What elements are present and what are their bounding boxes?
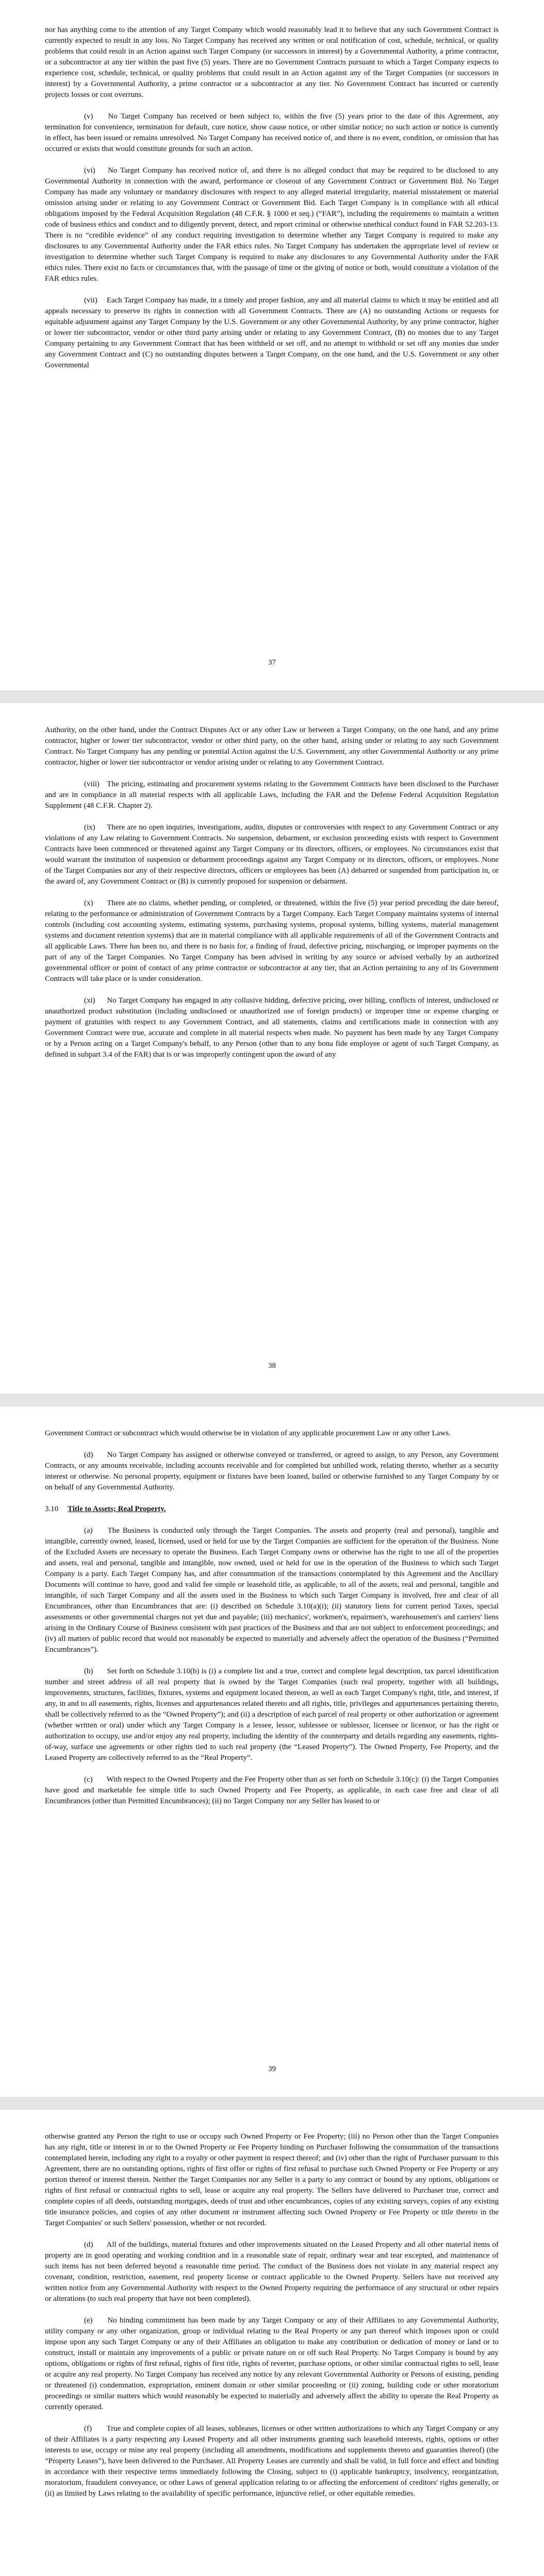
paragraph: (d) All of the buildings, material fixtures and other improvements situated on the Leased Property and all other material items of property are in good operating and working condition and in a reasonable state of repair, ordinary wear and tear excepted, and maintenance of such items has not been deferred beyond a reasonable time period. The conduct of the Business does not violate in any material respect any covenant, condition, restriction, easement, real property license or contract applicable to the Owned Property. Sellers have not received any written notice from any Governmental Authority with respect to the Owned Property requiring the performance of any structural or other repairs or alterations (to such real property that have not been completed). xyxy=(45,2241,499,2303)
section-heading xyxy=(45,1504,499,1515)
paragraph-label: (xi) xyxy=(84,996,95,1005)
paragraph-label: (a) xyxy=(84,1527,93,1535)
paragraph-label: (vi) xyxy=(84,166,95,175)
paragraph: nor has anything come to the attention of any Target Company which would reasonably lead it to believe that any such Government Contract is currently expected to result in any loss. No Target Company has received any written or oral notification of cost, schedule, technical, or quality problems that could result in an Action against such Target Company (or successors in interest) by a Governmental Authority, a prime contractor, or a subcontractor at any tier within the past five (5) years. There are no Government Contracts pursuant to which a Target Company expects to experience cost, schedule, technical, or quality problems that could result in an Action against any of the Target Companies (or successors in interest) by a Governmental Authority, a prime contractor or a subcontractor at any tier. No Government Contract has incurred or currently projects losses or cost overruns. xyxy=(45,26,499,99)
paragraph-label: (d) xyxy=(84,2241,93,2249)
paragraph: (f) True and complete copies of all leases, subleases, licenses or other written authorizations to which any Target Company or any of their Affiliates is a party respecting any Leased Property and all other instruments granting such leasehold interests, rights, options or other interests to use, occupy or mine any real property (including all amendments, modifications and supplements thereto and guaranties thereof) (the “Property Leases”), have been delivered to the Purchaser. All Property Leases are currently and shall be valid, in full force and effect and binding in accordance with their respective terms immediately following the Closing, subject to (i) applicable bankruptcy, insolvency, reorganization, moratorium, fraudulent conveyance, or other Laws of general application relating to or affecting the enforcement of creditors' rights generally, or (ii) as limited by Laws relating to the availability of specific performance, injunctive relief, or other equitable remedies. xyxy=(45,2425,499,2498)
paragraph-label: (f) xyxy=(84,2425,92,2433)
document-page-37 xyxy=(0,0,544,690)
paragraph-label: (v) xyxy=(84,112,93,121)
document-page-40 xyxy=(0,2110,544,2576)
paragraph: (vi) No Target Company has received notice of, and there is no alleged conduct that may be required to be disclosed to any Governmental Authority in connection with the award, performance or closeout of any Government Contract or Government Bid. No Target Company has made any voluntary or mandatory disclosures with respect to any alleged material irregularity, material misstatement or material omission arising under or relating to any Government Contract or Government Bid. Each Target Company is in compliance with all ethical obligations imposed by the Federal Acquisition Regulation (48 C.F.R. § 1000 et seq.) (“FAR”), including the requirements to maintain a written code of business ethics and conduct and to diligently prevent, detect, and report criminal or otherwise unethical conduct found in FAR 52.203-13. There is no “credible evidence” of any conduct requiring investigation to determine whether any Target Company is required to make any disclosures to any Governmental Authority under the FAR ethics rules. No Target Company has undertaken the appropriate level of review or investigation to determine whether such Target Company is required to make any disclosures to any Governmental Authority under the FAR ethics rules. There exist no facts or circumstances that, with the passage of time or the giving of notice or both, would constitute a violation of the FAR ethics rules. xyxy=(45,166,499,283)
paragraph: (x) There are no claims, whether pending, or completed, or threatened, within the five (5) year period preceding the date hereof, relating to the performance or administration of Government Contracts by a Target Company. Each Target Company maintains systems of internal controls (including cost accounting systems, estimating systems, purchasing systems, proposal systems, billing systems, material management systems and document retention systems) that are in material compliance with all applicable requirements of all of the Government Contracts and all applicable Laws. There has been no, and there is no basis for, a finding of fraud, defective pricing, mischarging, or improper payments on the part of any of the Target Companies. No Target Company has been advised in writing by any source or advised verbally by an authorized governmental officer or point of contact of any prime contractor or subcontractor at any tier, that an Action pertaining to any of its Government Contracts will take place or is under consideration. xyxy=(45,899,499,983)
paragraph: otherwise granted any Person the right to use or occupy such Owned Property or Fee Property; (iii) no Person other than the Target Companies has any right, title or interest in or to the Owned Property or Fee Property binding on Purchaser following the consummation of the transactions contemplated herein, including any right to a royalty or other payment in respect thereof; and (iv) other than the right of Purchaser pursuant to this Agreement, there are no outstanding options, rights of first offer or rights of first refusal to purchase such Owned Property or Fee Property or any portion thereof or interest therein. Neither the Target Companies nor any Seller is a party to any contract or bound by any options, obligations or rights of first refusal or contractual rights to sell, lease or acquire any real property. The Sellers have delivered to Purchaser true, correct and complete copies of all deeds, outstanding mortgages, deeds of trust and other encumbrances, copies of any existing surveys, copies of any existing title insurance policies, and copies of any other document or instrument affecting such Owned Property or Fee Property or title thereto in the Target Companies' or such Sellers' possession, whether or not recorded. xyxy=(45,2132,499,2227)
section-title: Title to Assets; Real Property. xyxy=(68,1505,166,1513)
paragraph: (e) No binding commitment has been made by any Target Company or any of their Affiliates to any Governmental Authority, utility company or any other organization, group or individual relating to the Real Property or any part thereof which imposes upon or could impose upon any such Target Company or any of their Affiliates an obligation to make any contribution or dedication of money or land or to construct, install or maintain any improvements of a public or private nature on or off such Real Property. No Target Company is bound by any options, obligations or rights of first refusal, rights of first title, rights of reverter, purchase options, or other similar contractual rights to sell, lease or acquire any real property. No Target Company has received any notice by any relevant Governmental Authority or Persons of existing, pending or threatened (i) condemnation, expropriation, eminent domain or other similar proceeding or (ii) zoning, building code or other moratorium proceedings or similar matters which would reasonably be expected to materially and adversely affect the ability to operate the Real Property as currently operated. xyxy=(45,2316,499,2411)
paragraph: (a) The Business is conducted only through the Target Companies. The assets and property (real and personal), tangible and intangible, currently owned, leased, licensed, used or held for use by the Target Companies are sufficient for the operation of the Business. None of the Excluded Assets are necessary to operate the Business. Each Target Company owns or otherwise has the right to use all of the properties and assets, real and personal, tangible and intangible, now owned, used or held for use in the operation of the Business to which such Target Company is a party. Each Target Company has, and after consummation of the transactions contemplated by this Agreement and the Ancillary Documents will continue to have, good and valid fee simple or leasehold title, as applicable, to all of the assets, real and personal, tangible and intangible, of such Target Company and all the assets used in the Business to which such Target Company is involved, free and clear of all Encumbrances, other than Encumbrances that are: (i) described on Schedule 3.10(a)(i); (ii) statutory liens for current period Taxes, special assessments or other governmental charges not yet due and payable; (iii) mechanics', workmen's, repairmen's, warehousemen's and carriers' liens arising in the Ordinary Course of Business consistent with past practices of the Business and that are not subject to enforcement proceedings; and (iv) all matters of public record that would not reasonably be expected to materially and adversely affect the operation of the Business (“Permitted Encumbrances”). xyxy=(45,1527,499,1654)
page-number: 37 xyxy=(268,658,276,667)
page-body xyxy=(45,725,499,1071)
page-separator xyxy=(0,690,544,703)
paragraph: Authority, on the other hand, under the Contract Disputes Act or any other Law or between a Target Company, on the one hand, and any prime contractor, higher or lower tier subcontractor, vendor or other third party, on the other hand, arising under or relating to any such Government Contract. No Target Company has any pending or potential Action against the U.S. Government, any other Governmental Authority or any prime contractor, higher or lower tier subcontractor or vendor arising under or relating to any Government Contract. xyxy=(45,726,499,767)
paragraph-label: (d) xyxy=(84,1451,93,1459)
page-body xyxy=(45,2131,499,2510)
page-separator xyxy=(0,1394,544,1406)
paragraph: (ix) There are no open inquiries, investigations, audits, disputes or controversies with respect to any Government Contract or any violations of any Law relating to Government Contracts. No suspension, debarment, or exclusion proceeding exists with respect to Government Contracts have been commenced or threatened against any Target Company or its directors, officers, or employees. No circumstances exist that would warrant the institution of suspension or debarment proceedings against any Target Company or its directors, officers, or employees. None of the Target Companies nor any of their respective directors, officers or employees has been (A) debarred or suspended from participation in, or the award of, any Government Contract or (B) is currently proposed for suspension or debarment. xyxy=(45,823,499,886)
paragraph: (c) With respect to the Owned Property and the Fee Property other than as set forth on Schedule 3.10(c): (i) the Target Companies have good and marketable fee simple title to such Owned Property and Fee Property, as applicable, in each case free and clear of all Encumbrances (other than Permitted Encumbrances); (ii) no Target Company nor any Seller has leased to or xyxy=(45,1775,499,1805)
page-body xyxy=(45,25,499,382)
paragraph-label: (b) xyxy=(84,1667,93,1675)
paragraph: (d) No Target Company has assigned or otherwise conveyed or transferred, or agreed to assign, to any Person, any Government Contracts, or any amounts receivable, including accounts receivable and for completed but unbilled work, relating thereto, whether as a security interest or otherwise. No personal property, equipment or fixtures have been loaned, bailed or otherwise furnished to any Target Company by or on behalf of any Governmental Authority. xyxy=(45,1451,499,1492)
section-number: 3.10 xyxy=(45,1505,59,1513)
paragraph: (viii) The pricing, estimating and procurement systems relating to the Government Contracts have been disclosed to the Purchaser and are in compliance in all material respects with all applicable Laws, including the FAR and the Defense Federal Acquisition Regulation Supplement (48 C.F.R. Chapter 2). xyxy=(45,780,499,810)
paragraph-label: (x) xyxy=(84,899,93,907)
paragraph-label: (e) xyxy=(84,2316,93,2325)
page-number: 38 xyxy=(268,1362,276,1370)
paragraph-label: (ix) xyxy=(84,823,95,832)
paragraph: (xi) No Target Company has engaged in any collusive bidding, defective pricing, over billing, conflicts of interest, undisclosed or unauthorized product substitution (including undisclosed or unauthorized use of foreign products) or improper time or expense charging or payment of gratuities with respect to any Government Contract, and all statements, claims and certifications made in connection with any Government Contract were true, accurate and complete in all material respects when made. No payment has been made by any Target Company or by a Person acting on a Target Company's behalf, to any Person (other than to any bona fide employee or agent of such Target Company, as defined in subpart 3.4 of the FAR) that is or was improperly contingent upon the award of any xyxy=(45,996,499,1059)
document-page-39 xyxy=(0,1406,544,2097)
page-separator xyxy=(0,2097,544,2110)
paragraph: Government Contract or subcontract which would otherwise be in violation of any applicable procurement Law or any other Laws. xyxy=(45,1429,451,1437)
paragraph-label: (viii) xyxy=(84,780,100,788)
paragraph-label: (c) xyxy=(84,1775,93,1784)
page-body xyxy=(45,1428,499,1818)
page-number: 39 xyxy=(268,2065,276,2073)
paragraph: (b) Set forth on Schedule 3.10(b) is (i) a complete list and a true, correct and complete legal description, tax parcel identification number and street address of all real property that is owned by the Target Companies (such real property, together with all buildings, improvements, structures, facilities, fixtures, systems and equipment located thereon, as well as each Target Company's right, title, and interest, if any, in and to all easements, rights, licenses and appurtenances related thereto and all rights, title, privileges and appurtenances pertaining thereto, shall be collectively referred to as the “Owned Property”); and (ii) a description of each parcel of real property or other authorization or agreement (whether written or oral) under which any Target Company is a lessee, lessor, sublessee or sublessor, licensee or licensor, or has the right or authorization to occupy, use and/or enjoy any real property, including the identity of the counterparty and details regarding any easements, rights-of-way, surface use agreements or other rights tied to such real property (the “Leased Property”). The Owned Property, Fee Property, and the Leased Property are collectively referred to as the “Real Property”. xyxy=(45,1667,499,1762)
document-page-38 xyxy=(0,703,544,1394)
paragraph: (vii) Each Target Company has made, in a timely and proper fashion, any and all material claims to which it may be entitled and all appeals necessary to preserve its rights in connection with all Government Contracts. There are (A) no outstanding Actions or requests for equitable adjustment against any Target Company by the U.S. Government or any other Governmental Authority, by any prime contractor, higher or lower tier subcontractor, vendor or other third party arising under or relating to any Government Contract, (B) no monies due to any Target Company pertaining to any Government Contract that has been withheld or set off, and no attempt to withhold or set off any monies due under any Government Contract and (C) no outstanding disputes between a Target Company, on the one hand, and the U.S. Government or any other Governmental xyxy=(45,296,499,369)
paragraph-label: (vii) xyxy=(84,296,97,304)
paragraph: (v) No Target Company has received or been subject to, within the five (5) years prior to the date of this Agreement, any termination for convenience, termination for default, cure notice, show cause notice, or other similar notice; no such action or notice is currently in effect, has been issued or remains unresolved. No Target Company has received notice of, and there is no event, condition, or omission that has occurred or exists that would constitute grounds for such an action. xyxy=(45,112,499,153)
